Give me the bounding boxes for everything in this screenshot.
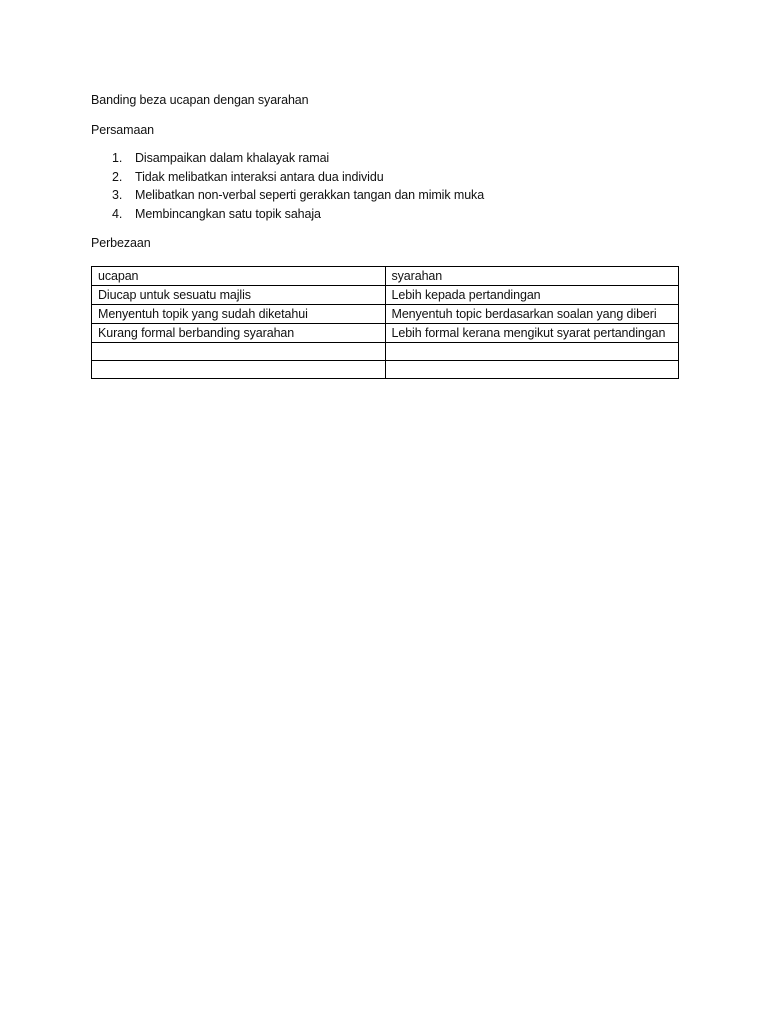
table-cell: Lebih kepada pertandingan bbox=[385, 286, 679, 305]
list-item-number: 4. bbox=[112, 206, 123, 221]
table-row bbox=[92, 361, 679, 379]
table-cell bbox=[385, 343, 679, 361]
list-item-text: Membincangkan satu topik sahaja bbox=[135, 206, 321, 221]
table-row bbox=[92, 343, 679, 361]
table-cell: Diucap untuk sesuatu majlis bbox=[92, 286, 386, 305]
table-cell bbox=[92, 361, 386, 379]
differences-table bbox=[91, 266, 679, 379]
list-item-text: Melibatkan non-verbal seperti gerakkan tangan dan mimik muka bbox=[135, 188, 485, 202]
list-item-number: 2. bbox=[112, 169, 123, 184]
table-cell: Menyentuh topik yang sudah diketahui bbox=[92, 305, 386, 324]
table-row bbox=[92, 305, 679, 324]
similarities-list bbox=[91, 149, 681, 223]
list-item-number: 1. bbox=[112, 151, 123, 165]
document-content bbox=[91, 91, 681, 252]
table-cell: Menyentuh topic berdasarkan soalan yang diberi bbox=[385, 305, 679, 324]
table-row bbox=[92, 324, 679, 343]
table-cell: ucapan bbox=[92, 267, 386, 286]
table-cell: syarahan bbox=[385, 267, 679, 286]
list-item bbox=[91, 186, 681, 205]
list-item-number: 3. bbox=[112, 188, 123, 202]
list-item-text: Tidak melibatkan interaksi antara dua individu bbox=[135, 169, 384, 184]
list-item bbox=[91, 168, 681, 187]
table-cell: Kurang formal berbanding syarahan bbox=[92, 324, 386, 343]
list-item bbox=[91, 149, 681, 168]
similarities-heading: Persamaan bbox=[91, 123, 155, 137]
list-item bbox=[91, 205, 681, 224]
table-cell bbox=[385, 361, 679, 379]
table-cell: Lebih formal kerana mengikut syarat pertandingan bbox=[385, 324, 679, 343]
table-row bbox=[92, 286, 679, 305]
document-title: Banding beza ucapan dengan syarahan bbox=[91, 93, 309, 107]
list-item-text: Disampaikan dalam khalayak ramai bbox=[135, 151, 330, 165]
table-row bbox=[92, 267, 679, 286]
differences-heading: Perbezaan bbox=[91, 236, 151, 250]
table-cell bbox=[92, 343, 386, 361]
